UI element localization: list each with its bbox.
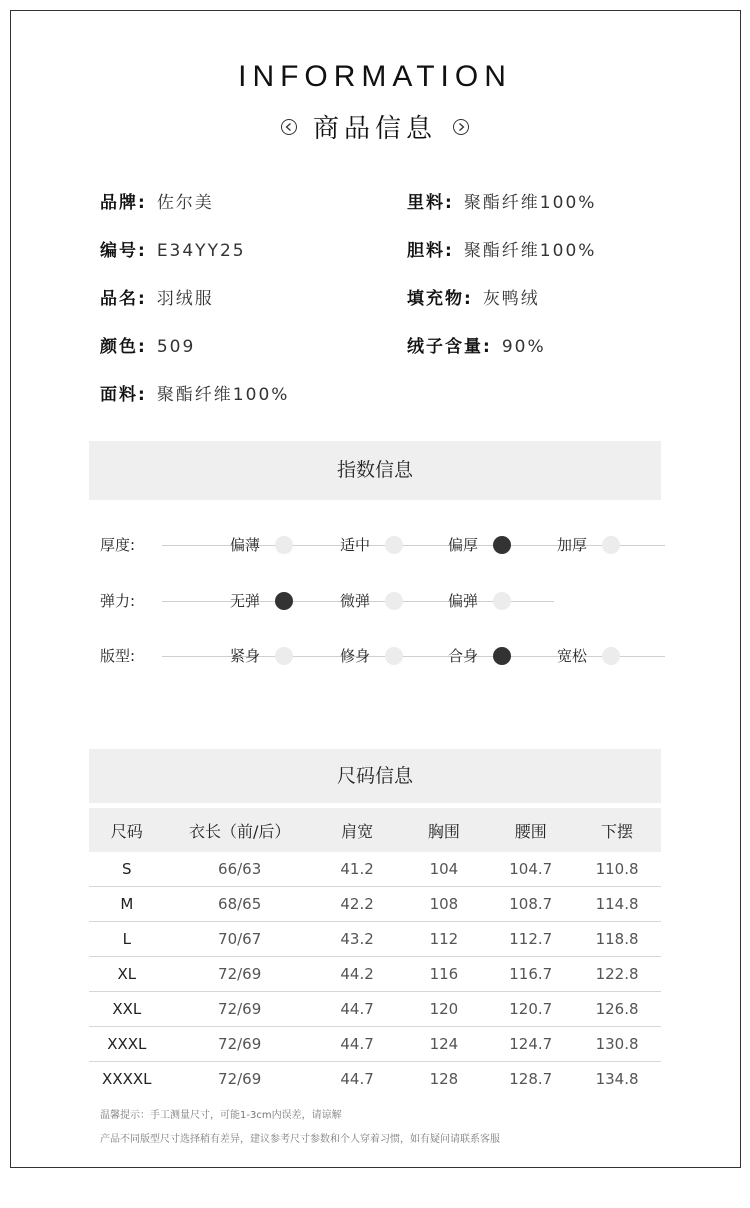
index-option-dot xyxy=(385,536,403,554)
spec-label: 填充物: xyxy=(407,289,473,309)
table-cell: 124 xyxy=(399,1027,488,1062)
index-option-label: 微弹 xyxy=(340,592,371,610)
table-cell: 128.7 xyxy=(509,1070,553,1088)
index-option-label: 无弹 xyxy=(230,592,261,610)
spec-fabric xyxy=(100,380,289,405)
index-option-label: 修身 xyxy=(340,647,371,665)
index-row-elasticity xyxy=(100,590,665,614)
table-cell: 134.8 xyxy=(595,1070,639,1088)
spec-label: 颜色: xyxy=(100,337,147,357)
column-header: 肩宽 xyxy=(315,808,400,852)
spec-filling xyxy=(407,284,540,309)
table-cell: L xyxy=(89,922,165,957)
left-arrow-icon xyxy=(281,119,297,135)
index-row-label: 弹力: xyxy=(100,592,136,610)
title-chinese-wrapper xyxy=(0,108,750,145)
index-section-title: 指数信息 xyxy=(336,459,413,481)
size-table xyxy=(89,808,661,1096)
table-row xyxy=(89,1062,661,1097)
size-advice-note: 产品不同版型尺寸选择稍有差异，建议参考尺寸参数和个人穿着习惯，如有疑问请联系客服 xyxy=(100,1134,500,1145)
spec-label: 面料: xyxy=(100,385,147,405)
table-cell: XL xyxy=(89,957,165,992)
title-english: INFORMATION xyxy=(238,60,512,93)
table-cell: 120.7 xyxy=(488,992,573,1027)
table-cell: M xyxy=(89,887,165,922)
index-row-label: 版型: xyxy=(100,647,136,665)
table-cell: 42.2 xyxy=(315,887,400,922)
table-cell: 112 xyxy=(399,922,488,957)
spec-value: 灰鸭绒 xyxy=(482,289,540,309)
spec-color xyxy=(100,332,195,357)
index-option-dot xyxy=(275,647,293,665)
spec-inner-lining xyxy=(407,236,596,261)
table-cell: 70/67 xyxy=(165,922,315,957)
spec-label: 里料: xyxy=(407,193,454,213)
index-row-fit xyxy=(100,645,665,669)
index-option-dot xyxy=(385,592,403,610)
spec-lining xyxy=(407,188,596,213)
spec-value: 509 xyxy=(156,337,196,357)
table-cell: 128 xyxy=(429,1070,459,1088)
spec-label: 编号: xyxy=(100,241,147,261)
index-option-dot xyxy=(493,647,511,665)
table-cell: 120 xyxy=(399,992,488,1027)
column-header: 下摆 xyxy=(573,808,661,852)
index-option-dot xyxy=(493,536,511,554)
index-option-dot xyxy=(275,592,293,610)
table-row xyxy=(89,922,661,957)
spec-label: 品牌: xyxy=(100,193,147,213)
index-option-label: 宽松 xyxy=(557,647,588,665)
table-cell: 72/69 xyxy=(165,992,315,1027)
table-cell: XXXL xyxy=(89,1027,165,1062)
table-cell: 126.8 xyxy=(573,992,661,1027)
spec-label: 品名: xyxy=(100,289,147,309)
table-cell: 104 xyxy=(399,852,488,887)
spec-product-name xyxy=(100,284,214,309)
index-option-label: 偏厚 xyxy=(448,536,479,554)
title-chinese: 商品信息 xyxy=(312,114,437,144)
index-option-label: 加厚 xyxy=(557,536,588,554)
spec-value: 聚酯纤维100% xyxy=(156,385,290,405)
index-option-label: 紧身 xyxy=(230,647,261,665)
index-section-header xyxy=(89,441,661,500)
spec-down-content xyxy=(407,332,546,357)
table-cell: 118.8 xyxy=(573,922,661,957)
table-row xyxy=(89,957,661,992)
index-option-label: 偏弹 xyxy=(448,592,479,610)
table-cell: XXXXL xyxy=(102,1070,152,1088)
table-cell: XXL xyxy=(89,992,165,1027)
column-header: 胸围 xyxy=(399,808,488,852)
index-option-label: 适中 xyxy=(340,536,371,554)
spec-code xyxy=(100,236,246,261)
size-table-header-row xyxy=(89,808,661,852)
column-header: 衣长（前/后） xyxy=(165,808,315,852)
spec-value: 佐尔美 xyxy=(156,193,214,213)
spec-label: 绒子含量: xyxy=(407,337,492,357)
table-cell: 114.8 xyxy=(573,887,661,922)
index-option-label: 合身 xyxy=(448,647,479,665)
table-cell: 41.2 xyxy=(315,852,400,887)
table-cell: 130.8 xyxy=(573,1027,661,1062)
table-cell: 44.7 xyxy=(340,1070,374,1088)
table-row xyxy=(89,852,661,887)
table-cell: 44.7 xyxy=(315,1027,400,1062)
spec-value: 聚酯纤维100% xyxy=(463,193,597,213)
table-cell: 43.2 xyxy=(315,922,400,957)
spec-value: E34YY25 xyxy=(156,241,246,261)
table-cell: 108.7 xyxy=(488,887,573,922)
index-option-dot xyxy=(602,536,620,554)
table-cell: 116.7 xyxy=(488,957,573,992)
index-option-dot xyxy=(385,647,403,665)
index-option-label: 偏薄 xyxy=(230,536,261,554)
index-option-dot xyxy=(275,536,293,554)
table-cell: 68/65 xyxy=(165,887,315,922)
index-row-label: 厚度: xyxy=(100,536,136,554)
spec-brand xyxy=(100,188,214,213)
table-cell: 104.7 xyxy=(488,852,573,887)
table-row xyxy=(89,992,661,1027)
index-row-thickness xyxy=(100,534,665,558)
table-cell: 44.2 xyxy=(315,957,400,992)
table-cell: 72/69 xyxy=(165,1027,315,1062)
table-cell: 116 xyxy=(399,957,488,992)
column-header: 腰围 xyxy=(488,808,573,852)
table-cell: 110.8 xyxy=(573,852,661,887)
table-cell: 108 xyxy=(399,887,488,922)
size-section-header xyxy=(89,749,661,803)
spec-value: 聚酯纤维100% xyxy=(463,241,597,261)
table-row xyxy=(89,1027,661,1062)
spec-value: 90% xyxy=(501,337,546,357)
table-cell: 72/69 xyxy=(165,957,315,992)
measurement-note: 温馨提示：手工测量尺寸，可能1-3cm内误差，请谅解 xyxy=(100,1110,342,1121)
size-section-title: 尺码信息 xyxy=(336,765,413,787)
table-cell: 124.7 xyxy=(488,1027,573,1062)
index-option-dot xyxy=(602,647,620,665)
table-cell: 72/69 xyxy=(218,1070,262,1088)
index-option-dot xyxy=(493,592,511,610)
table-cell: 112.7 xyxy=(488,922,573,957)
table-cell: S xyxy=(89,852,165,887)
right-arrow-icon xyxy=(453,119,469,135)
table-cell: 44.7 xyxy=(315,992,400,1027)
table-row xyxy=(89,887,661,922)
column-header: 尺码 xyxy=(89,808,165,852)
spec-value: 羽绒服 xyxy=(156,289,214,309)
spec-label: 胆料: xyxy=(407,241,454,261)
table-cell: 66/63 xyxy=(165,852,315,887)
table-cell: 122.8 xyxy=(573,957,661,992)
